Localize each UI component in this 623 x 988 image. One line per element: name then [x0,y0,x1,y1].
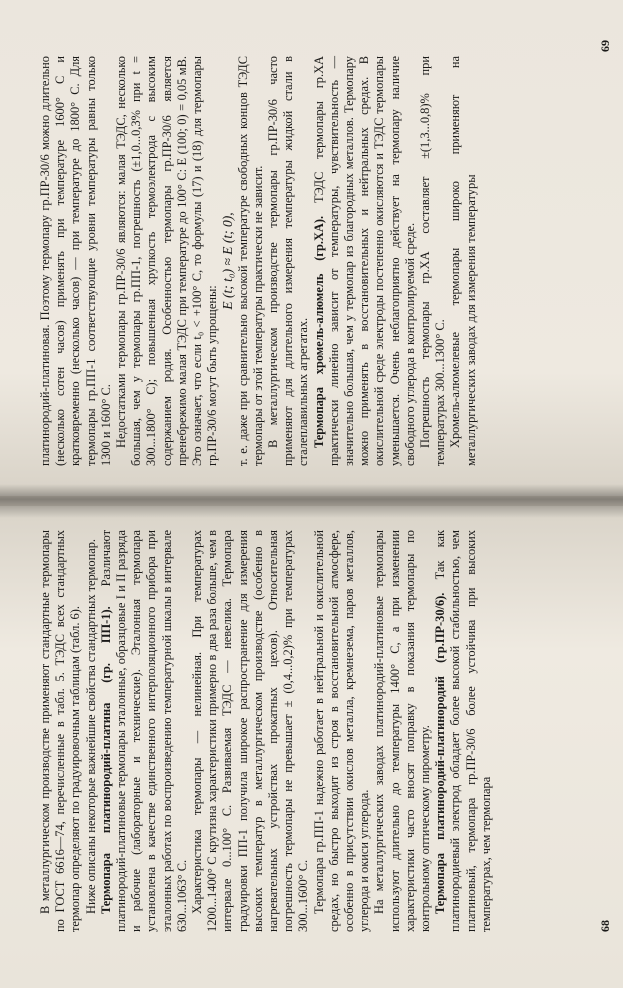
paragraph [38,530,84,932]
right-page-number: 69 [598,40,612,52]
paragraph-text: Различают платинородий-платиновые термопары эталонные, образцовые I и II разряда и рабочие (лабораторные и технические). Эталонная термопара установлена в качестве единственного интерполяционного прибора при эталонных работах по воспроизведению температурной шкалы в интервале 630...1063° С. [98,530,189,932]
paragraph [114,56,220,466]
paragraph-text: Так как платинородиевый электрод обладает более высокой стабильностью, чем платиновый, термопара гр.ПР-30/6 более устойчива при высоких температурах, чем термопара [433,530,493,932]
paragraph-heading: Термопара хромель-алюмель (гр.ХА). [311,215,326,448]
formula: E (t; t₀) ≈ E (t; 0), [220,212,236,310]
paragraph-text: Погрешность термопары гр.ХА составляет ±(1,3...0,8)% при температурах 300...1300° С. [418,56,448,466]
paragraph [266,56,312,466]
right-page-text [38,56,479,466]
left-page-text [38,530,494,932]
paragraph-heading: Термопара платинородий-платина (гр. ПП-1). [98,606,113,914]
paragraph [372,530,433,932]
paragraph-text: т. е. даже при сравнительно высокой температуре свободных концов ТЭДС термопары от этой температуры практически не зависит. [235,56,265,466]
paragraph [312,530,373,932]
right-text-before-formula [38,56,220,466]
paragraph [190,530,312,932]
paragraph [418,56,448,466]
paragraph [99,530,190,932]
paragraph-text: В металлургическом производстве применяют стандартные термопары по ГОСТ 6616—74, перечисленные в табл. 5. ТЭДС всех стандартных термопар определяют по градуировочным таблицам (табл. 6). [38,530,83,932]
paragraph-text: Характеристика термопары — нелинейная. При температурах 1200...1400° С крутизна характеристики примерно в два раза больше, чем в интервале 0...100° С. Развиваемая ТЭДС — невелика. Термопара градуировки ПП-1 получила широкое распространение для измерения высоких температур в металлургическом производстве (особенно в нагревательных устройствах прокатных цехов). Относительная погрешность термопары не превышает ± (0,4...0,2)% при температурах 300...1600° С. [190,530,311,932]
paragraph-text: В металлургическом производстве термопары гр.ПР-30/6 часто применяют для длительного измерения температуры жидкой стали в сталеплавильных агрегатах. [266,56,311,466]
paragraph [38,56,114,466]
paragraph-text: платинородий-платиновая. Поэтому термопару гр.ПР-30/6 можно длительно (несколько сотен часов) применять при температуре 1600° С и кратковременно (несколько часов) — при температуре до 1800° С. Для термопары гр.ПП-1 соответствующие уровни температуры равны только 1300 и 1600° С. [38,56,113,466]
right-text-after-formula [236,56,479,466]
paragraph-text: Термопара гр.ПП-1 надежно работает в нейтральной и окислительной средах, но быстро выходит из строя в восстановительной атмосфере, особенно в присутствии окислов металла, кремнезема, паров металлов, углерода и окиси углерода. [311,530,372,932]
left-page-number: 68 [598,920,612,932]
paragraph [236,56,266,466]
paragraph [84,530,99,932]
paragraph-text: Ниже описаны некоторые важнейшие свойства стандартных термопар. [83,539,98,914]
paragraph-text: На металлургических заводах платинородий-платиновые термопары используют длительно до температуры 1400° С, а при изменении характеристики часто вносят поправку в показания термопары по контрольному оптическому пирометру. [372,530,433,932]
paragraph [433,530,494,932]
paragraph-text: Недостатками термопары гр.ПР-30/6 являются: малая ТЭДС, несколько большая, чем у термопары гр.ПП-1, погрешность (±1,0...0,3% при t = 300...1800° С); повышенная хрупкость термоэлектрода с высоким содержанием родия. Особенностью термопары гр.ПР-30/6 является пренебрежимо малая ТЭДС при температуре до 100° С: E (100; 0) = 0,05 мВ. Это означает, что если t₀ < +100° С, то формулы (17) и (18) для термопары гр.ПР-30/6 могут быть упрощены: [114,56,220,466]
paragraph-text: ТЭДС термопары гр.ХА практически линейно зависит от температуры, чувствительность — значительно большая, чем у термопар из благородных металлов. Термопару можно применять в восстановительных и нейтральных средах. В окислительной среде электроды постепенно окисляются и ТЭДС термопары уменьшается. Очень неблагоприятно действует на термопару наличие свободного углерода в контролируемой среде. [311,56,417,466]
paragraph-text: Хромель-алюмелевые термопары широко применяют на металлургических заводах для измерения температуры [448,56,478,466]
paragraph-heading: Термопара платинородий-платинородий (гр.ПР-30/6). [433,592,448,914]
paragraph [448,56,478,466]
paragraph [312,56,418,466]
left-page [0,506,623,988]
book-gutter-shadow [0,484,623,518]
